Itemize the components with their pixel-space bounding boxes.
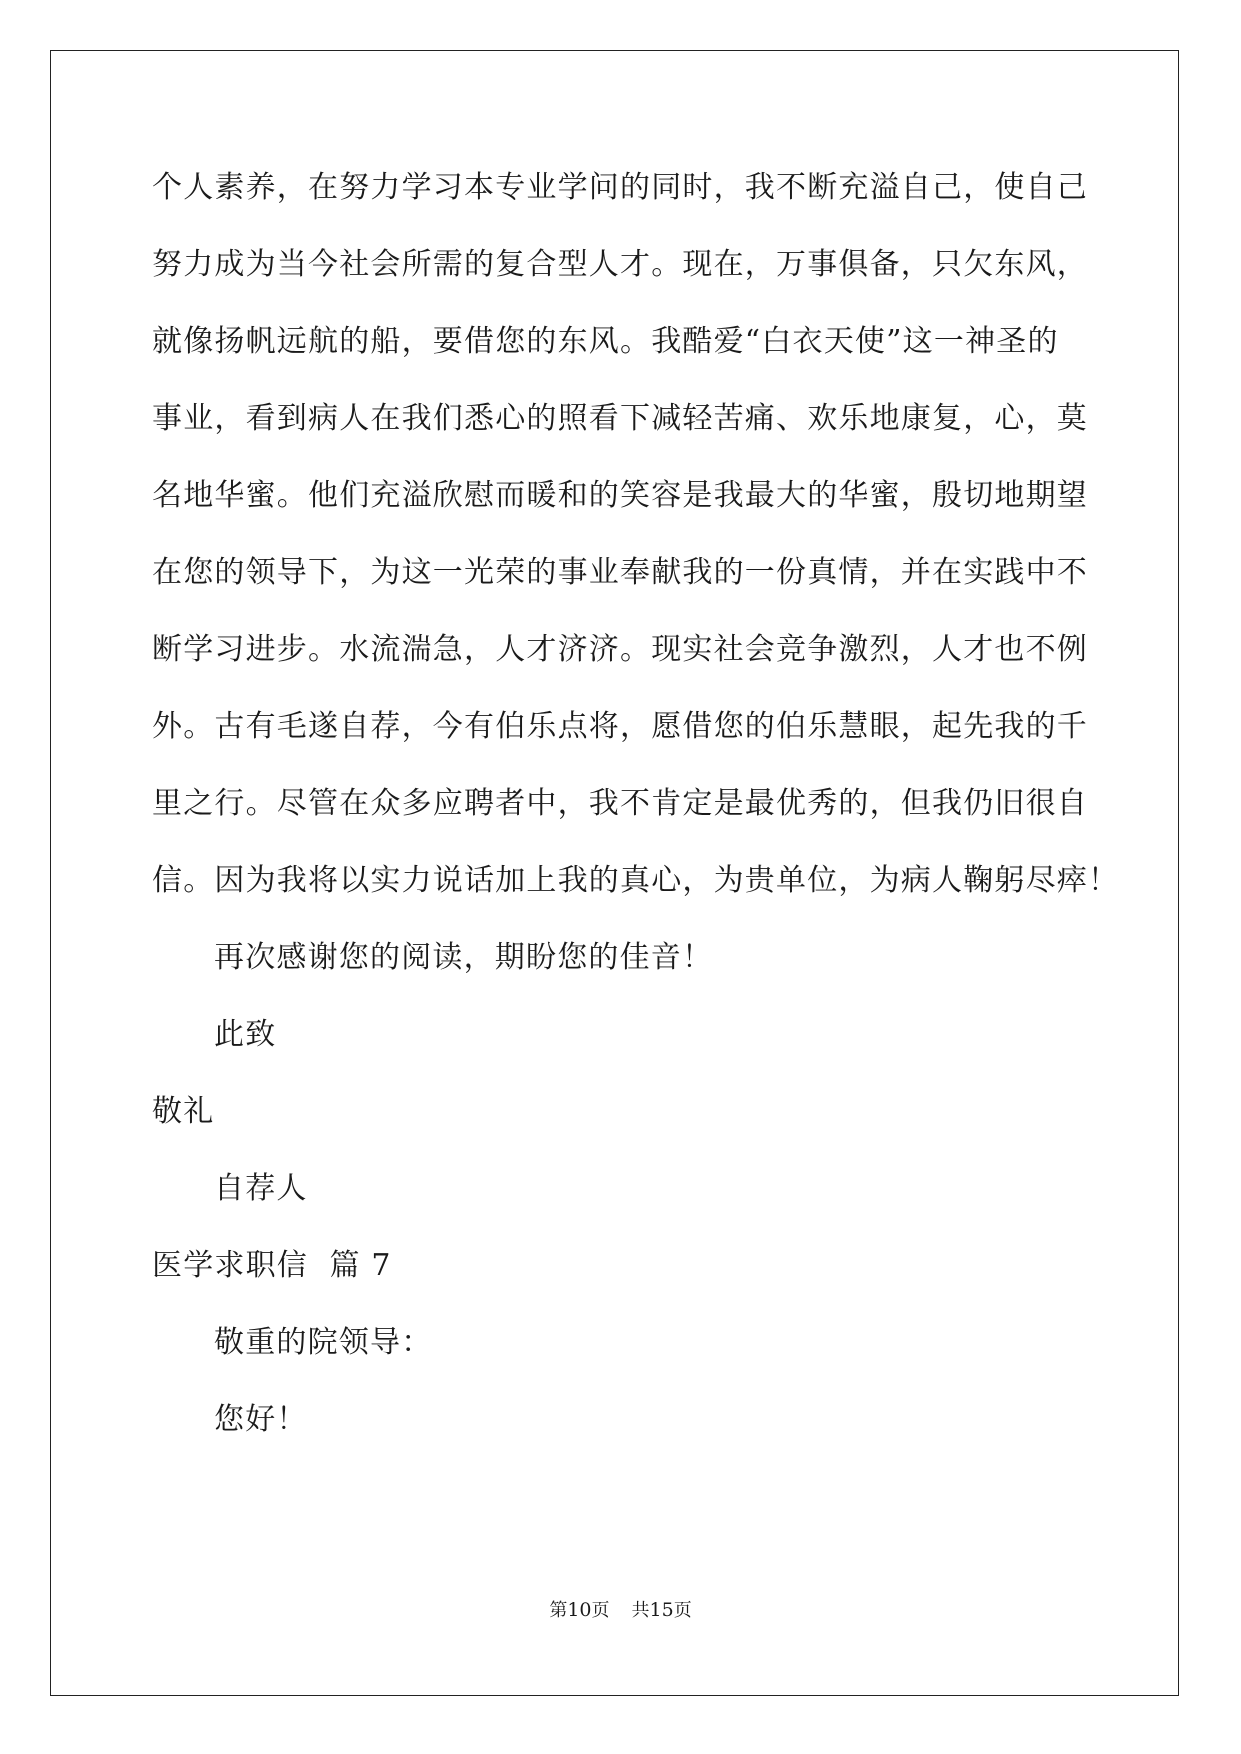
salutation-jingli: 敬礼 xyxy=(152,1094,215,1129)
body-line: 努力成为当今社会所需的复合型人才。现在，万事俱备，只欠东风， xyxy=(152,247,1088,282)
page-footer xyxy=(0,1596,1241,1622)
body-line: 信。因为我将以实力说话加上我的真心，为贵单位，为病人鞠躬尽瘁！ xyxy=(152,863,1120,898)
page-total: 15 xyxy=(649,1599,674,1621)
signature-label: 自荐人 xyxy=(214,1171,308,1206)
body-line: 名地华蜜。他们充溢欣慰而暖和的笑容是我最大的华蜜，殷切地期望 xyxy=(152,478,1088,513)
body-line: 在您的领导下，为这一光荣的事业奉献我的一份真情，并在实践中不 xyxy=(152,555,1088,590)
document-body xyxy=(152,160,1120,1469)
body-line: 外。古有毛遂自荐，今有伯乐点将，愿借您的伯乐慧眼，起先我的千 xyxy=(152,709,1088,744)
body-line: 断学习进步。水流湍急，人才济济。现实社会竞争激烈，人才也不例 xyxy=(152,632,1088,667)
closing-thanks: 再次感谢您的阅读，期盼您的佳音！ xyxy=(214,940,714,975)
total-prefix: 共 xyxy=(631,1600,650,1621)
salutation-cizhi: 此致 xyxy=(214,1017,277,1052)
body-line: 就像扬帆远航的船，要借您的东风。我酷爱“白衣天使”这一神圣的 xyxy=(152,324,1059,359)
body-line: 事业，看到病人在我们悉心的照看下减轻苦痛、欢乐地康复，心，莫 xyxy=(152,401,1088,436)
body-line: 个人素养，在努力学习本专业学问的同时，我不断充溢自己，使自己 xyxy=(152,170,1088,205)
body-line: 里之行。尽管在众多应聘者中，我不肯定是最优秀的，但我仍旧很自 xyxy=(152,786,1088,821)
total-suffix: 页 xyxy=(673,1600,692,1621)
page-suffix: 页 xyxy=(591,1600,610,1621)
section-heading: 医学求职信 篇 7 xyxy=(152,1248,392,1283)
greeting-recipient: 敬重的院领导： xyxy=(214,1325,433,1360)
page-prefix: 第 xyxy=(549,1600,568,1621)
greeting-hello: 您好！ xyxy=(214,1402,308,1437)
page-current: 10 xyxy=(567,1599,592,1621)
